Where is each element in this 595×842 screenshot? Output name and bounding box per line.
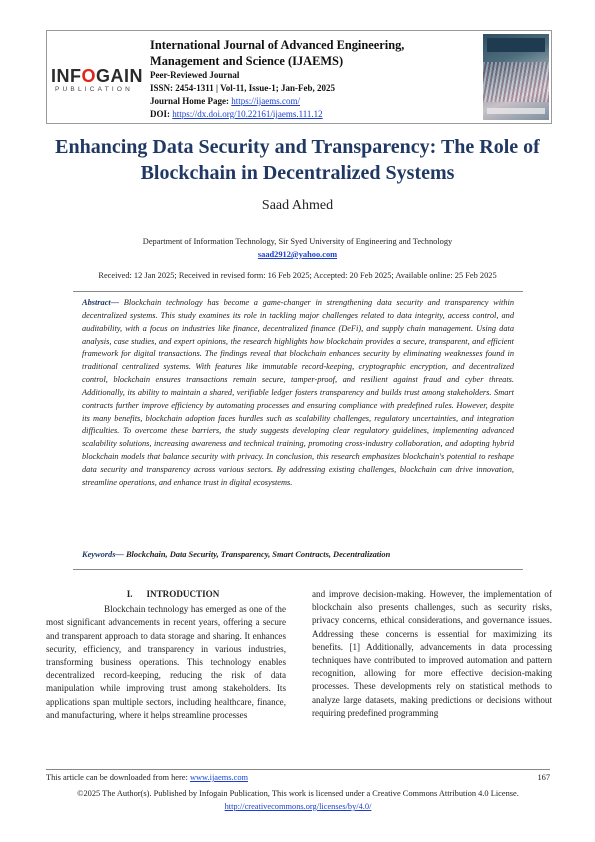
abstract-top-divider [73,291,523,292]
download-link[interactable]: www.ijaems.com [189,773,249,782]
author-name: Saad Ahmed [261,198,334,213]
body-column-left [46,588,286,722]
homepage-line: Journal Home Page: https://ijaems.com/ [150,96,300,106]
abstract-bottom-divider [73,569,523,570]
abstract-text: Blockchain technology has become a game-changer in strengthening data security and transparency within decentralized systems. This study examines its role in tackling major challenges related to data integrity, access control, and auditability, with a focus on industries like finance, decentralized finance (DeFi), and supply chain management. Using data analysis, case studies, and expert opinions, the research highlights how blockchain provides a secure, transparent, and efficient framework for digital transactions. The findings reveal that blockchain enhances security by eliminating weaknesses found in traditional centralized systems. With features like immutable record-keeping, cryptographic encryption, and decentralized control, blockchain ensures transactions remain secure, tamper-proof, and resilient against fraud and cyber threats. Additionally, its ability to maintain a shared, verifiable ledger fosters transparency and builds trust among stakeholders. Smart contracts further improve efficiency by automating processes and ensuring compliance with predefined rules. However, despite its many benefits, blockchain adoption faces hurdles such as scalability challenges, regulatory uncertainties, and integration difficulties. To overcome these barriers, the study suggests developing clear regulatory guidelines, implementing advanced scalability solutions, increasing awareness and technical training, promoting cross-industry collaboration, and adopting hybrid blockchain models that balance security with privacy. In conclusion, this research emphasizes blockchain's potential to reshape data security and transparency across various sectors. By addressing existing challenges, blockchain can drive innovation, streamline operations, and enhance trust in digital ecosystems. [82,298,514,487]
footer-download-line: This article can be downloaded from here: www.ijaems.com 167 [46,773,550,782]
department: Department of Information Technology, Sir Syed University of Engineering and Technology [142,237,453,246]
publisher-logo: INFOGAIN PUBLICATION [51,66,144,93]
journal-info [150,37,460,121]
keywords [82,550,514,559]
journal-header [46,30,552,124]
peer-reviewed-label: Peer-Reviewed Journal [150,70,240,80]
abstract-label: Abstract— [82,298,120,307]
keywords-label: Keywords— [82,550,124,559]
article-title: Enhancing Data Security and Transparency: The Role of Blockchain in Decentralized Systems [55,136,540,184]
copyright-text: ©2025 The Author(s). Published by Infogain Publication, This work is licensed under a Creative Commons Attribution 4.0 License. [77,789,519,798]
article-dates: Received: 12 Jan 2025; Received in revised form: 16 Feb 2025; Accepted: 20 Feb 2025; Available online: 25 Feb 2025 [98,271,497,280]
author-email-link[interactable]: saad2912@yahoo.com [257,250,338,259]
license-link[interactable]: http://creativecommons.org/licenses/by/4.0/ [224,802,372,811]
homepage-link[interactable]: https://ijaems.com/ [231,96,300,106]
keywords-text: Blockchain, Data Security, Transparency, Smart Contracts, Decentralization [125,550,391,559]
body-column-right [312,588,552,720]
intro-paragraph: Blockchain technology has emerged as one of the most significant advancements in recent years, offering a secure and transparent approach to data storage and sharing. It enhances security, efficiency, and transparency in various industries, transforming business operations. This technology enables decentralized record-keeping, reducing the risk of data manipulation while improving trust among stakeholders. Its applications span multiple sectors, including healthcare, finance, and manufacturing, where it helps streamline processes [46,604,286,720]
doi-line: DOI: https://dx.doi.org/10.22161/ijaems.111.12 [150,109,323,119]
section-heading: I. INTRODUCTION [126,589,220,599]
page-number: 167 [537,773,550,782]
doi-link[interactable]: https://dx.doi.org/10.22161/ijaems.111.12 [172,109,323,119]
issn-line: ISSN: 2454-1311 | Vol-11, Issue-1; Jan-Feb, 2025 [150,83,336,93]
footer-divider [46,769,550,770]
author-affiliation [40,235,555,261]
intro-paragraph-continued: and improve decision-making. However, the implementation of blockchain also presents challenges, such as security risks, privacy concerns, ethical considerations, and governance issues. Addressing these concerns is essential for maximizing its benefits. [1] Additionally, advancements in data processing techniques have contributed to improved automation and pattern recognition, allowing for more effective decision-making processes. These developments rely on statistical methods to analyze large datasets, making predictions or decisions without requiring predefined programming [312,589,552,718]
abstract [82,297,514,490]
footer-license [46,787,550,813]
journal-title: International Journal of Advanced Engineering, Management and Science (IJAEMS) [150,38,405,68]
journal-cover-image [483,34,549,120]
